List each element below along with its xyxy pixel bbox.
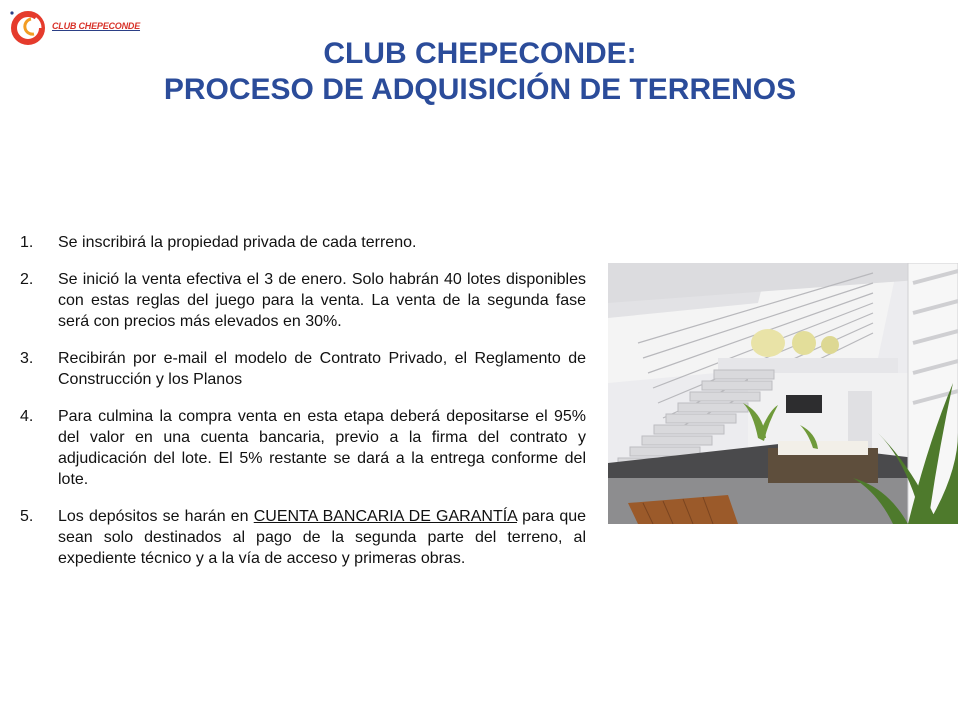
- list-item: [20, 269, 586, 332]
- list-item-number: 4.: [20, 408, 34, 425]
- list-item-text: Se inició la venta efectiva el 3 de enero. Solo habrán 40 lotes disponibles con estas reglas del juego para la venta. La venta de la segunda fase será con precios más elevados en 30%.: [58, 271, 586, 330]
- list-item-text: Se inscribirá la propiedad privada de cada terreno.: [58, 234, 417, 251]
- numbered-list: [20, 232, 586, 585]
- list-item-number: 3.: [20, 350, 34, 367]
- list-item-number: 2.: [20, 271, 34, 288]
- list-item-text-after: para que sean solo destinados al pago de la segunda parte del terreno, al expediente técnico y a la vía de acceso y primeras obras.: [58, 508, 587, 567]
- page-title: [0, 36, 960, 108]
- list-item: [20, 232, 586, 253]
- list-item-number: 1.: [20, 234, 34, 251]
- list-item: [20, 348, 586, 390]
- list-item-number: 5.: [20, 508, 34, 525]
- list-item: [20, 506, 586, 569]
- logo-text: CLUB CHEPECONDE: [52, 21, 141, 31]
- interior-photo: [608, 263, 958, 524]
- title-line-1: CLUB CHEPECONDE:: [323, 37, 637, 70]
- house-interior-image: [608, 263, 958, 524]
- underlined-account-text: CUENTA BANCARIA DE GARANTÍA: [253, 508, 517, 525]
- list-item-text: Recibirán por e-mail el modelo de Contrato Privado, el Reglamento de Construcción y los Planos: [58, 350, 586, 388]
- title-line-2: PROCESO DE ADQUISICIÓN DE TERRENOS: [163, 73, 797, 106]
- list-item: [20, 406, 586, 490]
- list-item-text: Para culmina la compra venta en esta etapa deberá depositarse el 95% del valor en una cuenta bancaria, previo a la firma del contrato y adjudicación del lote. El 5% restante se dará a la entrega conforme del lote.: [58, 408, 586, 488]
- list-item-text-before: Los depósitos se harán en: [58, 508, 254, 525]
